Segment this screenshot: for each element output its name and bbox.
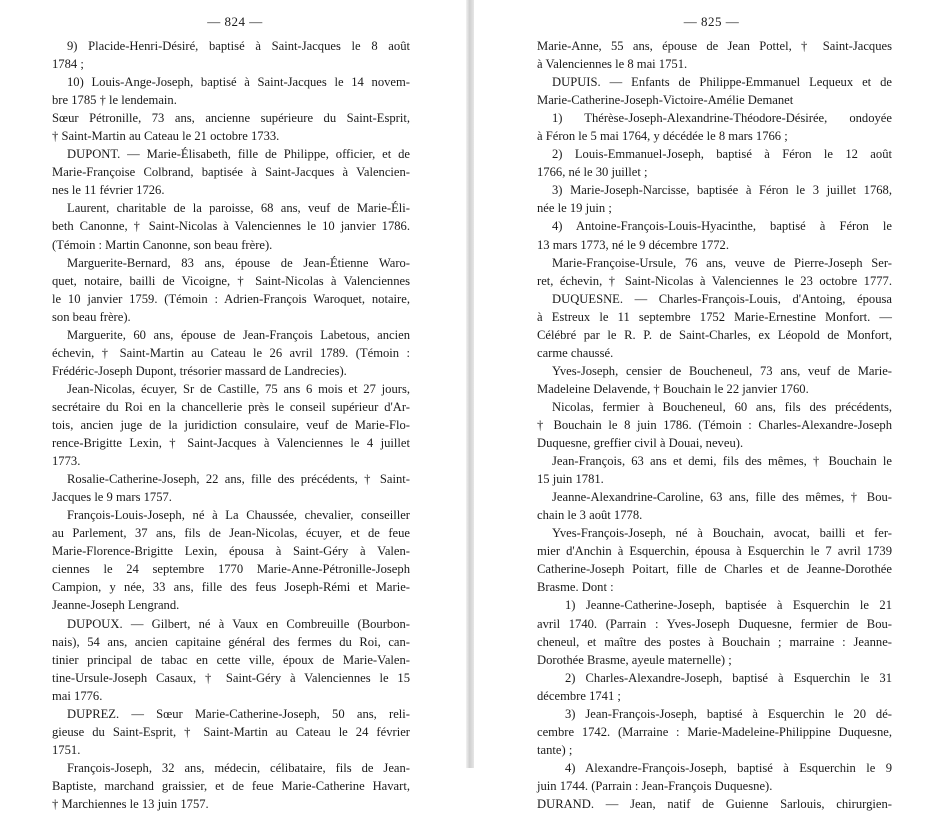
text-line: 9) Placide-Henri-Désiré, baptisé à Saint-Jacques le 8 août [67,39,410,53]
text-line: 10) Louis-Ange-Joseph, baptisé à Saint-Jacques le 14 novem- [67,75,410,90]
text-line: décembre 1741 ; [537,688,621,703]
text-line: née le 19 juin ; [537,201,612,216]
text-line: François-Louis-Joseph, né à La Chaussée, chevalier, conseiller [67,508,410,523]
text-line: Campion, y née, 33 ans, fille des feus Joseph-Rémi et Marie- [52,580,410,595]
text-line: (Témoin : Martin Canonne, son beau frère). [52,237,273,252]
text-line: 1) Jeanne-Catherine-Joseph, baptisée à Esquerchin le 21 [565,598,892,613]
book-gutter [466,0,474,768]
text-line: au Parlement, 37 ans, fils de Jean-Nicolas, écuyer, et de feue [52,526,410,541]
text-line: Baptiste, marchand graissier, et de feue Marie-Catherine Havart, [52,778,410,793]
text-line: Jean-Nicolas, écuyer, Sr de Castille, 75 ans 6 mois et 27 jours, [67,381,410,396]
text-line: bre 1785 † le lendemain. [52,93,177,108]
text-column [52,37,410,813]
text-line: François-Joseph, 32 ans, médecin, célibataire, fils de Jean- [67,760,410,775]
text-line: DUPONT. — Marie-Élisabeth, fille de Philippe, officier, et de [67,147,410,162]
text-line: Yves-Joseph, censier de Boucheneul, 73 ans, veuf de Marie- [552,363,892,378]
text-line: 4) Alexandre-François-Joseph, baptisé à Esquerchin le 9 [565,760,892,775]
text-line: échevin, † Saint-Martin au Cateau le 26 avril 1789. (Témoin : [52,345,410,360]
text-line: tante) ; [537,742,573,757]
text-line: Marie-Françoise-Ursule, 76 ans, veuve de Pierre-Joseph Ser- [552,255,892,270]
text-line: à Valenciennes le 8 mai 1751. [537,57,688,72]
text-line: Marie-Catherine-Joseph-Victoire-Amélie Demanet [537,93,794,108]
text-line: Duquesne, greffier civil à Douai, neveu). [537,436,744,451]
text-line: cembre 1742. (Marraine : Marie-Madeleine-Philippine Duquesne, [537,724,892,739]
text-line: mier d'Anchin à Esquerchin, épousa à Esquerchin le 7 avril 1739 [537,544,892,559]
text-line: 3) Marie-Joseph-Narcisse, baptisée à Féron le 3 juillet 1768, [552,183,892,198]
text-line: Catherine-Joseph Poitart, fille de Charles et de Jeanne-Dorothée [537,562,892,577]
page-number: — 825 — [683,14,740,29]
text-line: nais), 54 ans, ancien capitaine général des fermes du Roi, can- [52,634,410,649]
left-page [0,0,470,811]
text-line: Nicolas, fermier à Boucheneul, 60 ans, fils des précédents, [552,399,892,414]
text-line: DURAND. — Jean, natif de Guienne Sarlouis, chirurgien- [537,796,892,811]
text-line: beth Canonne, † Saint-Nicolas à Valenciennes le 10 janvier 1786. [52,219,410,234]
text-line: 1784 ; [52,57,84,72]
text-line: 4) Antoine-François-Louis-Hyacinthe, baptisé à Féron le [552,219,892,234]
right-page [474,0,949,811]
text-line: Marie-Florence-Brigitte Lexin, épousa à Saint-Géry à Valen- [52,544,410,559]
text-line: Laurent, charitable de la paroisse, 68 ans, veuf de Marie-Éli- [67,201,410,216]
text-line: rence-Brigitte Lexin, † Saint-Jacques à Valenciennes le 4 juillet [52,436,410,451]
text-line: quet, notaire, bailli de Vicoigne, † Saint-Nicolas à Valenciennes [52,273,410,288]
text-line: nes le 11 février 1726. [52,183,165,198]
text-line: Jeanne-Alexandrine-Caroline, 63 ans, fille des mêmes, † Bou- [552,490,892,505]
text-line: Marguerite-Bernard, 83 ans, épouse de Jean-Étienne Waro- [67,255,410,270]
text-line: 1751. [52,742,81,757]
text-line: 13 mars 1773, né le 9 décembre 1772. [537,237,729,252]
text-line: DUPUIS. — Enfants de Philippe-Emmanuel Lequeux et de [552,75,892,90]
text-line: chain le 3 août 1778. [537,508,643,523]
text-line: carme chaussé. [537,345,614,360]
text-line: Dorothée Brasme, ayeule maternelle) ; [537,652,732,667]
text-line: 1766, né le 30 juillet ; [537,165,648,180]
text-line: son beau frère). [52,309,131,324]
text-line: Marie-Anne, 55 ans, épouse de Jean Pottel, † Saint-Jacques [537,39,892,53]
text-line: cheneul, et maître des postes à Bouchain ; marraine : Jeanne- [537,634,892,649]
text-line: 2) Charles-Alexandre-Joseph, baptisé à Esquerchin le 31 [565,670,892,685]
page-number: — 824 — [207,14,263,29]
text-line: Brasme. Dont : [537,580,614,595]
text-line: ciennes le 24 septembre 1770 Marie-Anne-Pétronille-Joseph [52,562,410,577]
text-column [537,37,892,813]
text-line: DUQUESNE. — Charles-François-Louis, d'Antoing, épousa [552,291,892,306]
text-line: 1) Thérèse-Joseph-Alexandrine-Théodore-Désirée, ondoyée [552,111,892,126]
text-line: le 10 janvier 1759. (Témoin : Adrien-François Waroquet, notaire, [52,291,410,306]
text-line: Jacques le 9 mars 1757. [52,490,172,505]
text-line: † Marchiennes le 13 juin 1757. [52,796,209,811]
text-line: DUPREZ. — Sœur Marie-Catherine-Joseph, 50 ans, reli- [67,706,410,721]
text-line: Marie-Françoise Colbrand, baptisée à Saint-Jacques à Valencien- [52,165,410,180]
text-line: tine-Ursule-Joseph Casaux, † Saint-Géry à Valenciennes le 15 [52,670,410,685]
text-line: Rosalie-Catherine-Joseph, 22 ans, fille des précédents, † Saint- [67,472,410,487]
text-line: à Estreux le 11 septembre 1752 Marie-Ernestine Monfort. — [537,309,892,324]
text-line: gieuse du Saint-Esprit, † Saint-Martin au Cateau le 24 février [52,724,410,739]
text-line: Frédéric-Joseph Dupont, trésorier massard de Landrecies). [52,363,347,378]
text-line: juin 1744. (Parrain : Jean-François Duquesne). [537,778,773,793]
text-line: Marguerite, 60 ans, épouse de Jean-François Labetous, ancien [67,327,410,342]
text-line: † Saint-Martin au Cateau le 21 octobre 1733. [52,129,280,144]
text-line: tois, ancien juge de la juridiction consulaire, veuf de Marie-Flo- [52,417,410,432]
text-line: 3) Jean-François-Joseph, baptisé à Esquerchin le 20 dé- [565,706,892,721]
text-line: Yves-François-Joseph, né à Bouchain, avocat, bailli et fer- [552,526,892,541]
text-line: Madeleine Delavende, † Bouchain le 22 janvier 1760. [537,381,809,396]
text-line: avril 1740. (Parrain : Yves-Joseph Duquesne, fermier de Bou- [537,616,892,631]
text-line: mai 1776. [52,688,103,703]
text-line: 15 juin 1781. [537,472,604,487]
text-line: 2) Louis-Emmanuel-Joseph, baptisé à Féron le 12 août [552,147,892,162]
text-line: 1773. [52,454,81,469]
text-line: tinier principal de tabac en cette ville, époux de Marie-Valen- [52,652,410,667]
text-line: Sœur Pétronille, 73 ans, ancienne supérieure du Saint-Esprit, [52,111,410,126]
text-line: Jeanne-Joseph Lengrand. [52,598,180,613]
text-line: † Bouchain le 8 juin 1786. (Témoin : Charles-Alexandre-Joseph [537,417,892,432]
text-line: secrétaire du Roi en la chancellerie près le conseil supérieur d'Ar- [52,399,410,414]
text-line: à Féron le 5 mai 1764, y décédée le 8 mars 1766 ; [537,129,788,144]
text-line: Jean-François, 63 ans et demi, fils des mêmes, † Bouchain le [552,454,892,469]
text-line: DUPOUX. — Gilbert, né à Vaux en Combreuille (Bourbon- [67,616,410,631]
text-line: ret, échevin, † Saint-Nicolas à Valenciennes le 23 octobre 1777. [537,273,892,288]
text-line: Célébré par le R. P. de Saint-Charles, ex Léopold de Monfort, [537,327,892,342]
